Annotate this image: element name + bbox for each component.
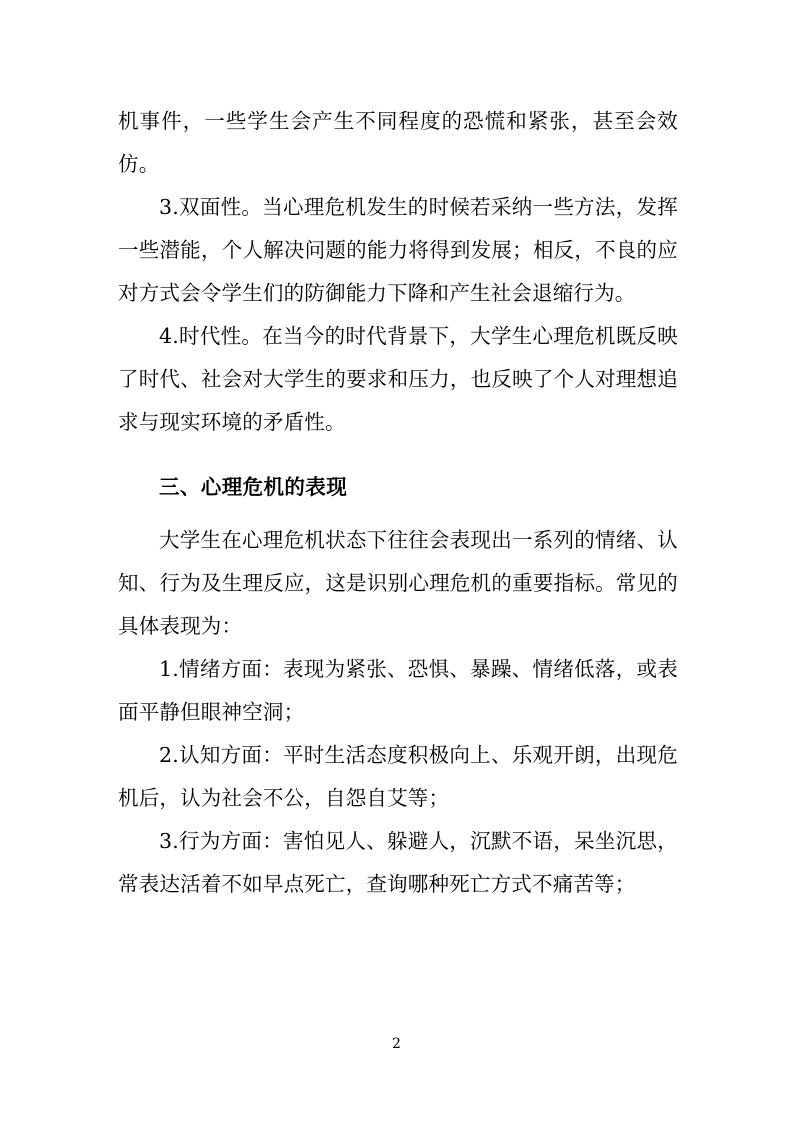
heading-spacer-top [118,444,678,466]
paragraph-intro-manifestations: 大学生在心理危机状态下往往会表现出一系列的情绪、认知、行为及生理反应，这是识别心理危机的重要指标。常见的具体表现为： [118,528,678,638]
paragraph-cognitive-aspect: 2.认知方面：平时生活态度积极向上、乐观开朗，出现危机后，认为社会不公，自怨自艾等； [118,743,678,810]
paragraph-behavioral-aspect: 3.行为方面：害怕见人、躲避人，沉默不语，呆坐沉思，常表达活着不如早点死亡，查询哪种死亡方式不痛苦等； [118,829,678,896]
document-body [118,100,678,906]
paragraph-epochal: 4.时代性。在当今的时代背景下，大学生心理危机既反映了时代、社会对大学生的要求和压力，也反映了个人对理想追求与现实环境的矛盾性。 [118,324,678,434]
paragraph-duality: 3.双面性。当心理危机发生的时候若采纳一些方法，发挥一些潜能，个人解决问题的能力将得到发展；相反，不良的应对方式会令学生们的防御能力下降和产生社会退缩行为。 [118,195,678,305]
paragraph-continuation: 机事件，一些学生会产生不同程度的恐慌和紧张，甚至会效仿。 [118,109,678,176]
paragraph-emotional-aspect: 1.情绪方面：表现为紧张、恐惧、暴躁、情绪低落，或表面平静但眼神空洞； [118,657,678,724]
heading-spacer-bottom [118,509,678,519]
page-number: 2 [392,1036,401,1052]
section-heading-manifestations: 三、心理危机的表现 [159,475,348,499]
